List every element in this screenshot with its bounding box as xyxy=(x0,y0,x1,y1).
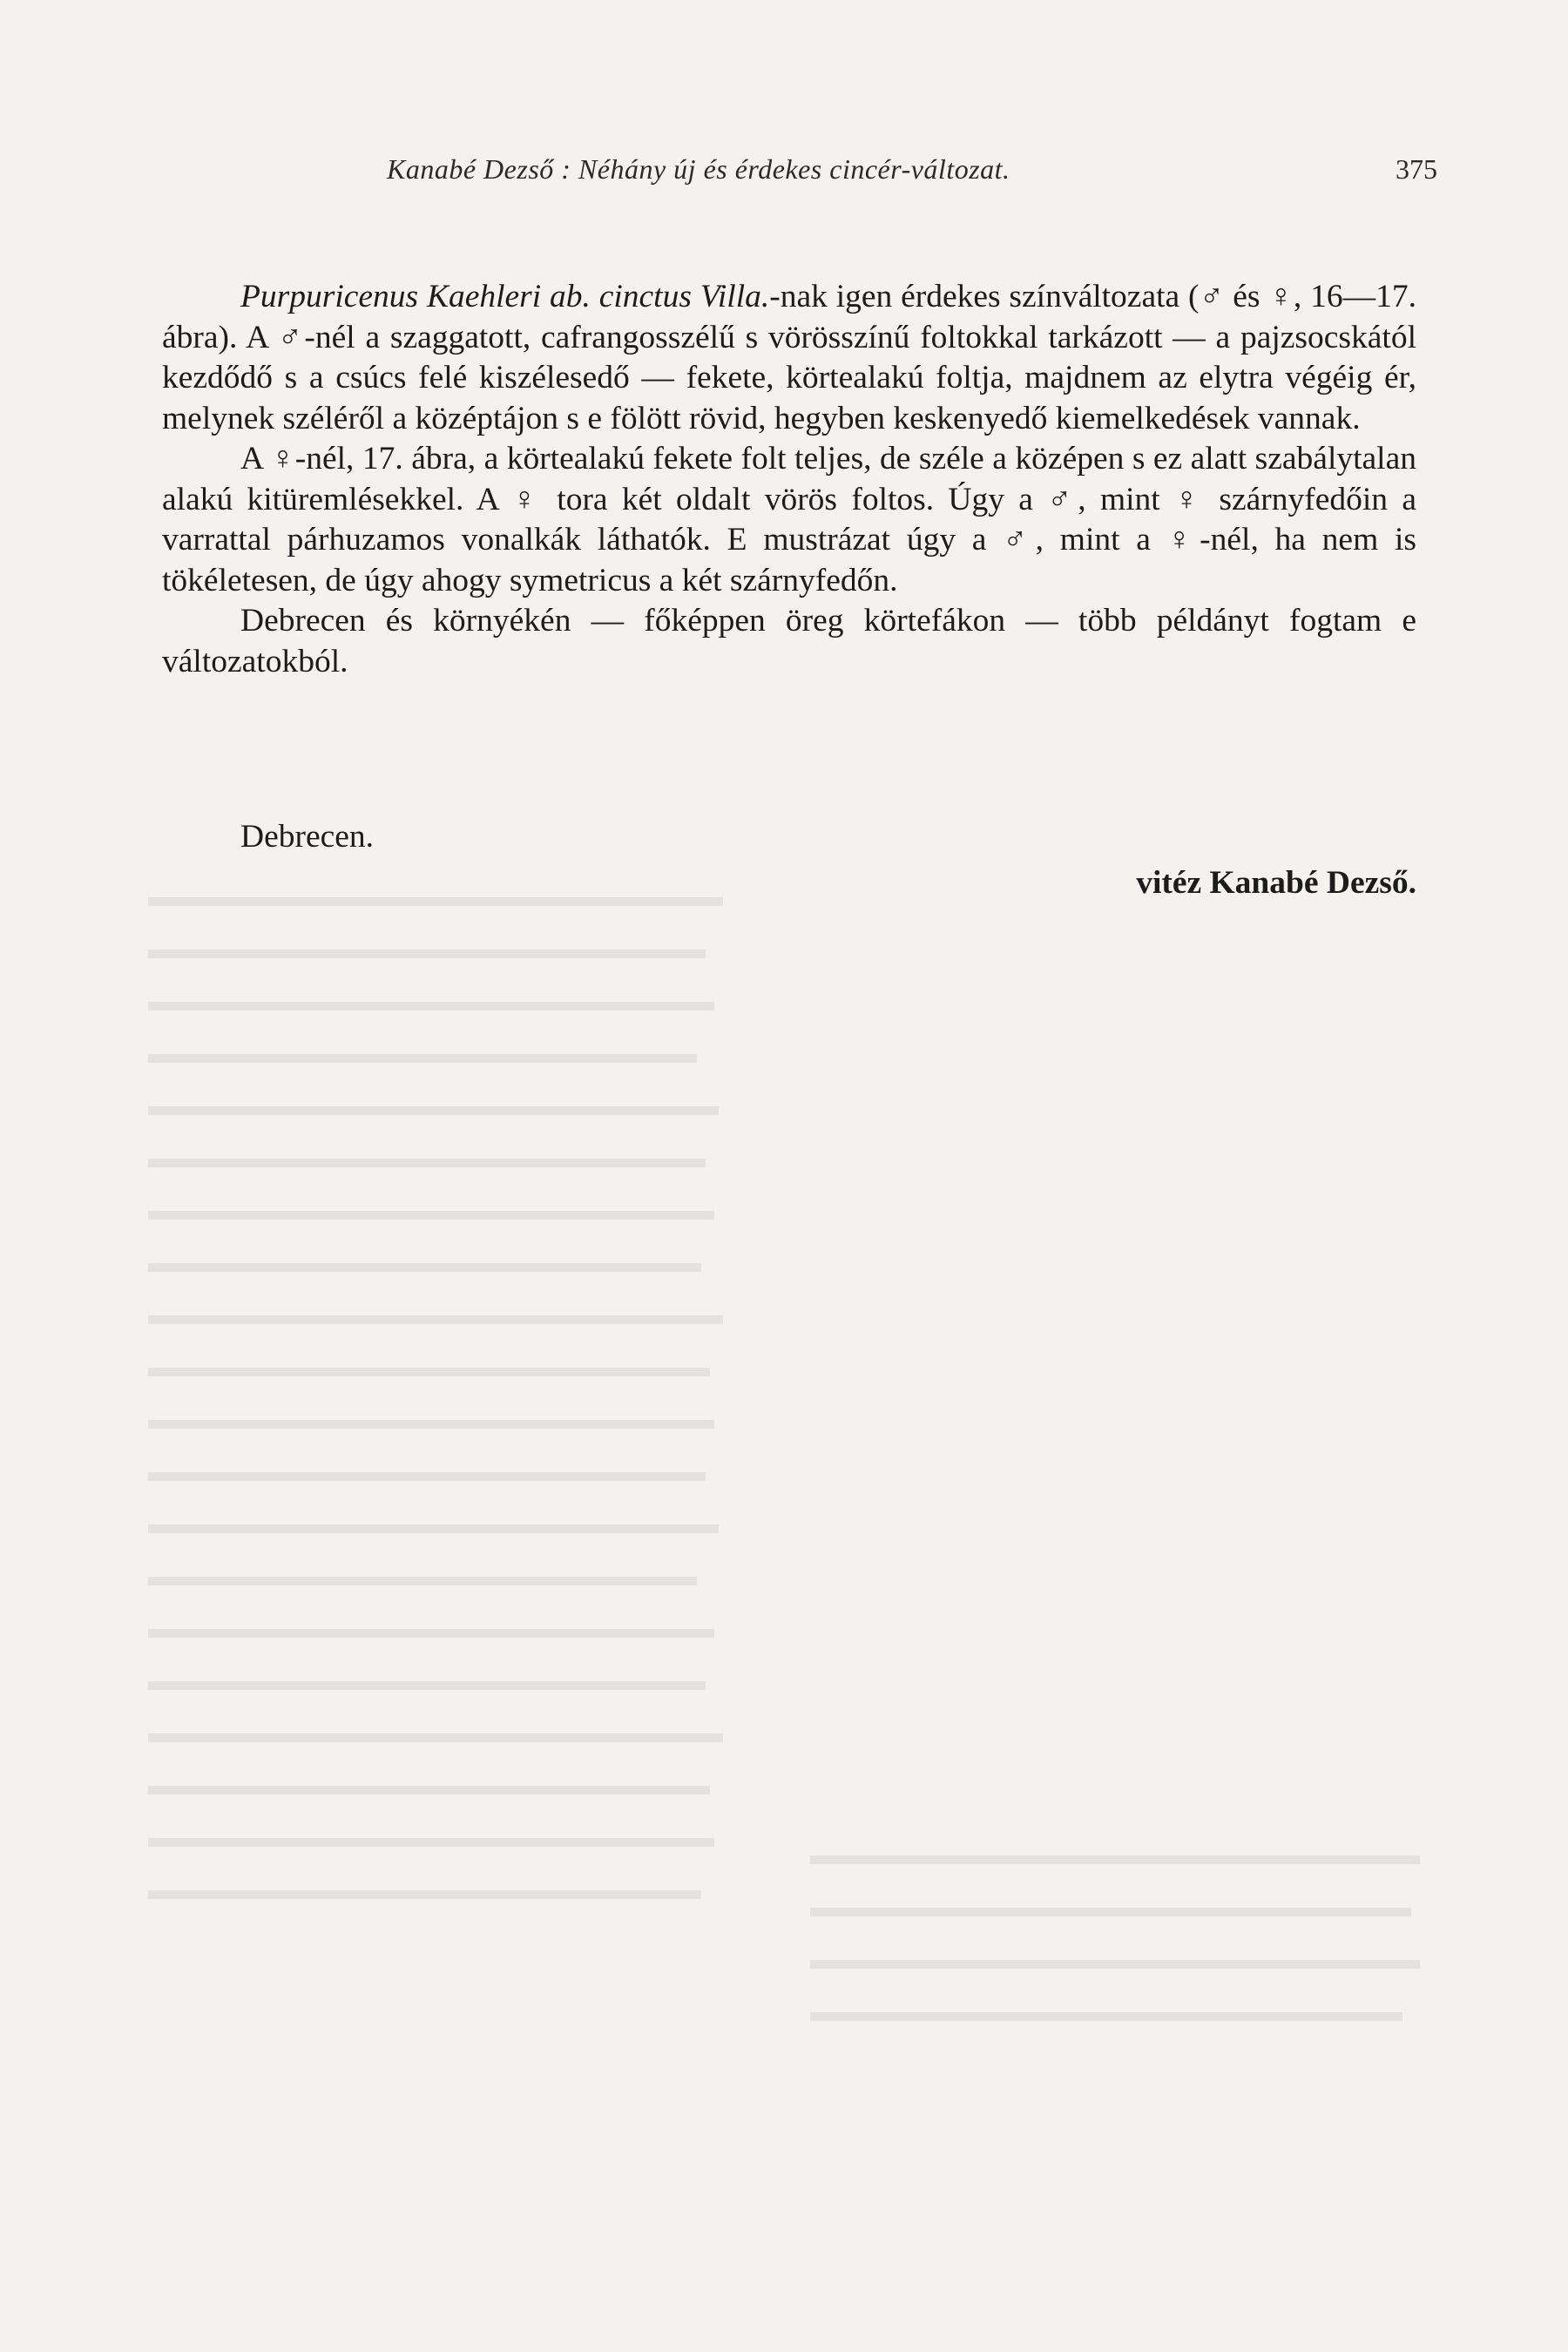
paragraph-3: Debrecen és környékén — főképpen öreg körtefákon — több példányt fogtam e változatokból. xyxy=(162,603,1416,679)
closing-place: Debrecen. xyxy=(240,819,375,855)
running-title: Kanabé Dezső : Néhány új és érdekes cincér-változat. xyxy=(387,153,1010,185)
page-number: 375 xyxy=(1396,153,1437,185)
paragraph-1 xyxy=(162,277,1416,439)
page-header xyxy=(162,153,1437,195)
paragraph-2: A ♀-nél, 17. ábra, a körtealakú fekete folt teljes, de széle a középen s ez alatt szabálytalan alakú kitüremlésekkel. A ♀ tora két oldalt vörös foltos. Úgy a ♂, mint ♀ szárnyfedőin a varrattal párhuzamos vonalkák láthatók. E mustrázat úgy a ♂, mint a ♀-nél, ha nem is tökéletesen, de úgy ahogy symetricus a két szárnyfedőn. xyxy=(162,441,1416,598)
bleed-through-texture xyxy=(148,897,1437,2169)
author-signature: vitéz Kanabé Dezső. xyxy=(1136,865,1416,901)
article-body xyxy=(162,277,1416,682)
paragraph-1-text: -nak igen érdekes színváltozata (♂ és ♀, 16—17. ábra). A ♂-nél a szaggatott, cafrangosszélű s vörösszínű foltokkal tarkázott — a pajzsocskától kezdődő s a csúcs felé kiszélesedő — fekete, körtealakú foltja, majdnem az elytra végéig ér, melynek széléről a középtájon s e fölött rövid, hegyben keskenyedő kiemelkedések vannak. xyxy=(162,279,1416,436)
species-name: Purpuricenus Kaehleri ab. cinctus Villa. xyxy=(240,279,770,314)
